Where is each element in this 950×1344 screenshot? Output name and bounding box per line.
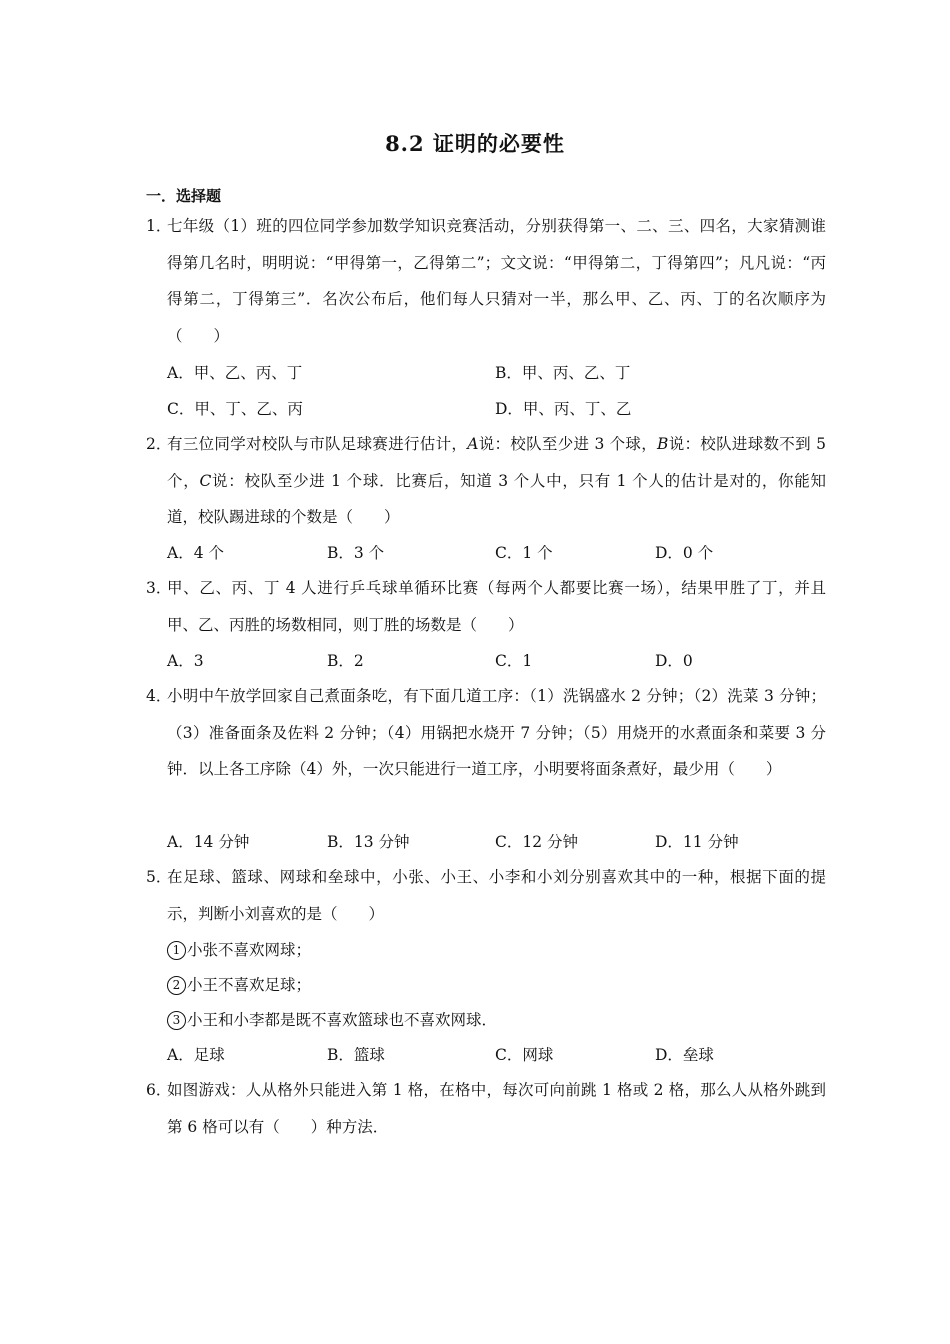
option-d: D．0 个 — [655, 544, 714, 562]
option-a: A．甲、乙、丙、丁 — [167, 364, 303, 382]
option-d: D．0 — [655, 652, 693, 670]
option-a: A．4 个 — [167, 544, 224, 562]
option-d: D．11 分钟 — [655, 833, 739, 851]
question-text: 如图游戏：人从格外只能进入第 1 格，在格中，每次可向前跳 1 格或 2 格，那么人从格外跳到第 6 格可以有（ ）种方法． — [167, 1081, 826, 1136]
question-number: 2． — [146, 435, 172, 453]
hint-2: 2 小王不喜欢足球； — [167, 967, 311, 1003]
question-text: 七年级（1）班的四位同学参加数学知识竞赛活动，分别获得第一、二、三、四名，大家猜测谁得第几名时，明明说：“甲得第一，乙得第二”；文文说：“甲得第二，丁得第四”；凡凡说：“丙得第二，丁得第三”．名次公布后，他们每人只猜对一半，那么甲、乙、丙、丁的名次顺序为（ ） — [167, 217, 826, 345]
option-a: A．足球 — [167, 1046, 225, 1064]
circled-number: 3 — [167, 1011, 186, 1030]
option-b: B．3 个 — [327, 544, 385, 562]
question-text: 甲、乙、丙、丁 4 人进行乒乓球单循环比赛（每两个人都要比赛一场），结果甲胜了丁，并且甲、乙、丙胜的场数相同，则丁胜的场数是（ ） — [167, 579, 826, 634]
option-b: B．2 — [327, 652, 364, 670]
question-number: 1． — [146, 217, 172, 235]
option-d: D．垒球 — [655, 1046, 714, 1064]
option-a: A．3 — [167, 652, 204, 670]
option-a: A．14 分钟 — [167, 833, 250, 851]
circled-number: 1 — [167, 941, 186, 960]
hint-3: 3 小王和小李都是既不喜欢篮球也不喜欢网球． — [167, 1002, 497, 1038]
options-row — [167, 391, 827, 427]
question-text: 有三位同学对校队与市队足球赛进行估计，A说：校队至少进 3 个球，B说：校队进球数不到 5 个，C说：校队至少进 1 个球．比赛后，知道 3 个人中，只有 1 个人的估计是对的，你能知道，校队踢进球的个数是（ ） — [167, 435, 826, 526]
question-1 — [146, 208, 826, 354]
option-b: B．篮球 — [327, 1046, 385, 1064]
circled-number: 2 — [167, 976, 186, 995]
question-4 — [146, 678, 826, 788]
option-c: C．1 个 — [495, 544, 553, 562]
question-number: 6． — [146, 1081, 172, 1099]
question-number: 5． — [146, 868, 172, 886]
question-number: 4． — [146, 687, 172, 705]
options-row — [167, 535, 827, 571]
section-heading: 一．选择题 — [146, 187, 222, 205]
question-6 — [146, 1072, 826, 1145]
hint-1: 1 小张不喜欢网球； — [167, 932, 311, 968]
option-b: B．13 分钟 — [327, 833, 410, 851]
question-text: 小明中午放学回家自己煮面条吃，有下面几道工序：（1）洗锅盛水 2 分钟；（2）洗菜 3 分钟；（3）准备面条及佐料 2 分钟；（4）用锅把水烧开 7 分钟；（5）用烧开的水煮面条和菜要 3 分钟．以上各工序除（4）外，一次只能进行一道工序，小明要将面条煮好，最少用（ ） — [167, 687, 826, 778]
question-3 — [146, 570, 826, 643]
options-row — [167, 824, 827, 860]
question-text: 在足球、篮球、网球和垒球中，小张、小王、小李和小刘分别喜欢其中的一种，根据下面的提示，判断小刘喜欢的是（ ） — [167, 868, 826, 923]
options-row — [167, 643, 827, 679]
option-c: C．网球 — [495, 1046, 554, 1064]
page-title: 8.2 证明的必要性 — [385, 131, 565, 156]
question-number: 3． — [146, 579, 172, 597]
options-row — [167, 355, 827, 391]
question-2 — [146, 426, 826, 536]
option-c: C．甲、丁、乙、丙 — [167, 400, 303, 418]
option-d: D．甲、丙、丁、乙 — [495, 400, 632, 418]
option-c: C．12 分钟 — [495, 833, 579, 851]
option-c: C．1 — [495, 652, 533, 670]
options-row — [167, 1037, 827, 1073]
question-5 — [146, 859, 826, 932]
option-b: B．甲、丙、乙、丁 — [495, 364, 631, 382]
